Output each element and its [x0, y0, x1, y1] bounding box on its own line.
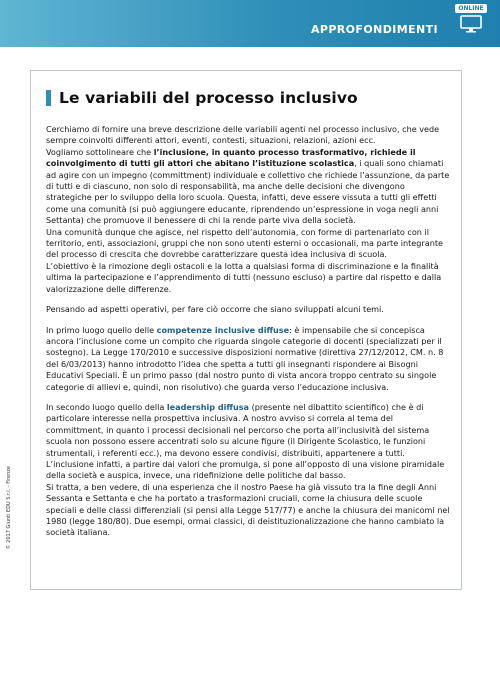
- online-badge-label: ONLINE: [455, 4, 486, 13]
- p1-lead: Vogliamo sottolineare che: [46, 146, 154, 157]
- p3-rest: : è impensabile che si concepisca ancora l’inclusione come un compito che riguarda singole categorie di docenti (specializzati per il sostegno). La Legge 170/2010 e successive disposizioni normative (direttiva 27/12/2012, CM. n. 8 del 6/03/2013) hanno introdotto l’idea che spetta a tutti gli insegnanti rispondere ai Bisogni Educativi Speciali. È un primo passo (dal nostro punto di vista ancora troppo centrato su singole categorie di allievi e, quindi, non risolutivo) che guarda verso l’educazione inclusiva.: [46, 324, 444, 392]
- paragraph-4: [46, 402, 451, 539]
- article-body: [46, 124, 451, 539]
- p1-community: Una comunità dunque che agisce, nel rispetto dell’autonomia, con forme di partenariato con il territorio, enti, associazioni, gruppi che non sono utenti esterni o occasionali, ma parte integrante del processo di crescita che dovrebbe caratterizzare questa idea inclusiva di scuola.: [46, 226, 443, 260]
- p4-bold: leadership diffusa: [166, 401, 250, 412]
- monitor-icon: [460, 15, 482, 33]
- p1-bold: l’inclusione, in quanto processo trasformativo, richiede il coinvolgimento di tutti gli attori che abitano l’istituzione scolastica: [46, 146, 416, 169]
- online-badge[interactable]: [452, 4, 490, 42]
- title-accent-bar: [46, 90, 51, 106]
- p1-intro: Cerchiamo di fornire una breve descrizione delle variabili agenti nel processo inclusivo, che vede sempre coinvolti differenti attori, eventi, contesti, situazioni, relazioni, azioni ecc.: [46, 124, 440, 146]
- p1-rest: , i quali sono chiamati ad agire con un impegno (committment) individuale e collettivo che richiede l’assunzione, da parte di tutti e di ciascuno, non solo di responsabilità, ma anche delle decisioni che divengono strategiche per lo sviluppo della loro scuola. Questa, infatti, deve essere vissuta a tutti gli effetti come una comunità (si può aggiungere educante, riprendendo un’espressione in voga negli anni Settanta) che promuove il benessere di chi la rende parte viva della società.: [46, 158, 450, 226]
- paragraph-3: [46, 325, 451, 393]
- p3-lead: In primo luogo quello delle: [46, 324, 157, 335]
- section-label: APPROFONDIMENTI: [310, 23, 438, 36]
- title-row: [46, 88, 358, 108]
- page-title: Le variabili del processo inclusivo: [59, 89, 358, 107]
- copyright-note: [6, 466, 16, 606]
- p1-objective: L’obiettivo è la rimozione degli ostacoli e la lotta a qualsiasi forma di discriminazione e la finalità ultima la partecipazione e l’apprendimento di tutti (nessuno escluso) a partire dal rispetto e dalla valorizzazione delle differenze.: [46, 260, 442, 294]
- p4-history: Si tratta, a ben vedere, di una esperienza che il nostro Paese ha già vissuto tra la fine degli Anni Sessanta e Settanta e che ha portato a trasformazioni cruciali, come la chiusura delle scuole speciali e delle classi differenziali (si pensi alla Legge 517/77) e anche la chiusura dei manicomi nel 1980 (legge 180/80). Due esempi, ormai classici, di deistituzionalizzazione che hanno cambiato la società italiana.: [46, 481, 450, 538]
- paragraph-1: [46, 124, 451, 295]
- p4-lead: In secondo luogo quello della: [46, 401, 167, 412]
- p4-rest: (presente nel dibattito scientifico) che è di particolare interesse nella prospettiva inclusiva. A nostro avviso si correla al tema del committment, in quanto i processi decisionali nel percorso che porta all’inclusività del sistema scuola non possono essere accentrati solo su alcune figure (il Dirigente Scolastico, le funzioni strumentali, i referenti ecc.), ma devono essere condivisi, distribuiti, appartenere a tutti. L’inclusione infatti, a partire dai valori che promulga, si pone all’opposto di una visione piramidale della società e auspica, invece, una ridefinizione delle politiche dal basso.: [46, 401, 445, 481]
- p3-bold: competenze inclusive diffuse: [156, 324, 290, 335]
- paragraph-2: Pensando ad aspetti operativi, per fare ciò occorre che siano sviluppati alcuni temi.: [46, 304, 384, 315]
- copyright-text: © 2017 Giunti EDU S.r.l. - Firenze: [6, 466, 12, 550]
